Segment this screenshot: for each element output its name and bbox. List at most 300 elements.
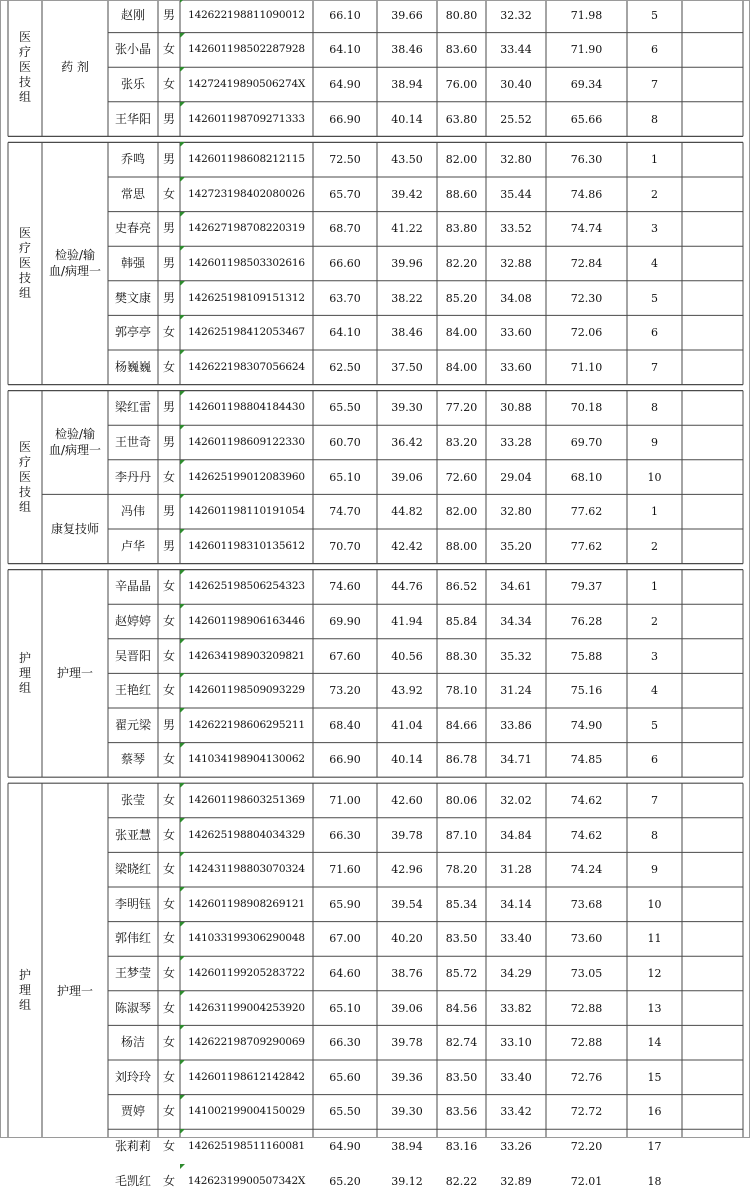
rank: 5 [651, 291, 658, 305]
rank-cell [627, 887, 682, 922]
candidate-gender-cell [158, 604, 180, 639]
remark-cell [682, 177, 743, 212]
interview-weighted: 35.20 [500, 539, 532, 553]
total-score-cell [546, 570, 627, 605]
written-score: 74.60 [329, 580, 361, 594]
candidate-gender: 男 [162, 538, 175, 553]
candidate-name: 李明钰 [114, 896, 151, 911]
written-score: 70.70 [329, 539, 361, 553]
interview-weighted: 33.52 [500, 222, 532, 236]
candidate-name: 张乐 [120, 76, 145, 91]
total-score-cell [546, 1164, 627, 1198]
candidate-gender: 女 [162, 862, 175, 877]
candidate-name-cell [108, 991, 158, 1026]
text-cell-flag-icon [180, 852, 185, 857]
rank-cell [627, 33, 682, 68]
written-weighted-cell [377, 604, 437, 639]
candidate-id-number-cell [180, 102, 313, 137]
written-weighted-cell [377, 887, 437, 922]
written-weighted: 39.54 [391, 897, 423, 911]
candidate-name-cell [108, 212, 158, 247]
interview-weighted-cell [486, 494, 546, 529]
interview-score-cell [437, 1095, 486, 1130]
text-cell-flag-icon [180, 177, 185, 182]
interview-weighted: 34.71 [500, 753, 532, 767]
written-score: 66.10 [329, 8, 361, 22]
post-label: 药 剂 [61, 60, 89, 75]
candidate-name: 辛晶晶 [114, 579, 151, 594]
remark-cell [682, 0, 743, 33]
rank-cell [627, 783, 682, 818]
candidate-name-cell [108, 783, 158, 818]
rank: 15 [647, 1070, 662, 1084]
interview-score: 76.00 [445, 77, 478, 91]
written-weighted-cell [377, 350, 437, 385]
total-score: 77.62 [570, 539, 603, 553]
candidate-id-number-cell [180, 1025, 313, 1060]
rank: 17 [647, 1139, 662, 1153]
interview-score: 63.80 [445, 112, 478, 126]
remark-cell [682, 391, 743, 426]
candidate-id-number-cell [180, 1164, 313, 1198]
candidate-gender-cell [158, 783, 180, 818]
written-score-cell [313, 246, 377, 281]
group-label-cell [8, 391, 42, 564]
candidate-gender: 男 [162, 717, 175, 732]
interview-weighted-cell [486, 922, 546, 957]
text-cell-flag-icon [180, 0, 185, 3]
candidate-name: 吴晋阳 [114, 648, 151, 663]
interview-weighted-cell [486, 102, 546, 137]
written-score-cell [313, 852, 377, 887]
candidate-id-number-cell [180, 852, 313, 887]
rank: 13 [647, 1001, 662, 1015]
interview-weighted-cell [486, 460, 546, 495]
candidate-id-number: 142625198506254323 [188, 580, 305, 593]
written-score-cell [313, 315, 377, 350]
written-weighted-cell [377, 922, 437, 957]
post-label: 护理一 [56, 666, 93, 681]
total-score: 74.86 [570, 187, 603, 201]
candidate-id-number-cell [180, 281, 313, 316]
candidate-name-cell [108, 142, 158, 177]
written-score-cell [313, 743, 377, 778]
group-label-cell [8, 0, 42, 136]
rank-cell [627, 212, 682, 247]
interview-score: 88.00 [445, 539, 478, 553]
interview-score-cell [437, 743, 486, 778]
candidate-gender: 女 [162, 1000, 175, 1015]
interview-weighted-cell [486, 67, 546, 102]
candidate-id-number: 142601198503302616 [188, 256, 305, 269]
candidate-name-cell [108, 246, 158, 281]
written-weighted: 39.06 [391, 470, 423, 484]
total-score: 72.20 [570, 1139, 603, 1153]
written-score-cell [313, 142, 377, 177]
candidate-id-number-cell [180, 956, 313, 991]
written-score-cell [313, 1060, 377, 1095]
candidate-gender-cell [158, 177, 180, 212]
rank: 5 [651, 8, 658, 22]
rank-cell [627, 708, 682, 743]
interview-score: 82.74 [445, 1036, 478, 1050]
interview-score-cell [437, 102, 486, 137]
rank: 2 [651, 187, 658, 201]
text-cell-flag-icon [180, 708, 185, 713]
written-weighted-cell [377, 102, 437, 137]
text-cell-flag-icon [180, 1095, 185, 1100]
interview-weighted: 25.52 [500, 112, 532, 126]
group-label: 医疗医技组 [18, 439, 31, 514]
candidate-gender-cell [158, 425, 180, 460]
candidate-name: 王梦莹 [114, 965, 151, 980]
rank: 4 [651, 684, 658, 698]
candidate-id-number: 142601198603251369 [188, 793, 305, 806]
written-score: 66.90 [329, 753, 361, 767]
interview-weighted-cell [486, 177, 546, 212]
candidate-name-cell [108, 67, 158, 102]
interview-weighted: 33.28 [500, 435, 532, 449]
candidate-id-number-cell [180, 350, 313, 385]
candidate-name: 史春亮 [114, 221, 151, 236]
written-weighted-cell [377, 1129, 437, 1164]
candidate-id-number-cell [180, 673, 313, 708]
interview-weighted: 33.86 [500, 718, 532, 732]
written-weighted: 38.22 [391, 291, 423, 305]
written-weighted: 37.50 [391, 360, 423, 374]
candidate-id-number-cell [180, 246, 313, 281]
candidate-gender: 女 [162, 186, 175, 201]
total-score: 72.88 [570, 1001, 603, 1015]
written-score: 65.50 [329, 1105, 361, 1119]
remark-cell [682, 1095, 743, 1130]
interview-weighted-cell [486, 212, 546, 247]
candidate-id-number-cell [180, 743, 313, 778]
rank: 1 [651, 580, 658, 594]
interview-score: 83.20 [445, 435, 478, 449]
candidate-id-number: 142601198709271333 [188, 112, 305, 125]
rank: 10 [647, 897, 662, 911]
rank-cell [627, 102, 682, 137]
interview-weighted: 35.44 [500, 187, 532, 201]
candidate-gender-cell [158, 956, 180, 991]
written-score: 62.50 [329, 360, 361, 374]
candidate-id-number-cell [180, 818, 313, 853]
total-score: 71.98 [570, 8, 603, 22]
candidate-id-number: 142625198412053467 [188, 326, 305, 339]
total-score: 69.70 [570, 435, 603, 449]
interview-weighted: 34.34 [500, 614, 532, 628]
written-score: 65.10 [329, 1001, 361, 1015]
interview-score: 83.60 [445, 43, 478, 57]
candidate-gender: 女 [162, 1138, 175, 1153]
interview-weighted: 31.24 [500, 684, 532, 698]
interview-score-cell [437, 783, 486, 818]
remark-cell [682, 956, 743, 991]
candidate-id-number: 142601198310135612 [188, 539, 305, 552]
rank: 7 [651, 77, 658, 91]
total-score: 74.85 [570, 753, 603, 767]
interview-score-cell [437, 460, 486, 495]
interview-score: 85.84 [445, 614, 478, 628]
total-score: 74.62 [570, 793, 603, 807]
total-score: 69.34 [570, 77, 603, 91]
written-weighted-cell [377, 743, 437, 778]
candidate-name: 毛凯红 [114, 1173, 151, 1188]
total-score-cell [546, 33, 627, 68]
candidate-gender: 男 [162, 152, 175, 167]
candidate-id-number-cell [180, 570, 313, 605]
post-label: 护理一 [56, 983, 93, 998]
total-score-cell [546, 956, 627, 991]
candidate-gender-cell [158, 460, 180, 495]
rank: 6 [651, 753, 658, 767]
candidate-gender-cell [158, 529, 180, 564]
rank-cell [627, 142, 682, 177]
candidate-name: 杨洁 [120, 1035, 145, 1050]
candidate-id-number: 142601198509093229 [188, 684, 305, 697]
interview-weighted: 33.44 [500, 43, 532, 57]
candidate-id-number: 142601198502287928 [188, 43, 305, 56]
rank-cell [627, 67, 682, 102]
rank-cell [627, 673, 682, 708]
rank: 2 [651, 614, 658, 628]
candidate-name-cell [108, 1025, 158, 1060]
candidate-gender-cell [158, 102, 180, 137]
candidate-name-cell [108, 529, 158, 564]
written-weighted-cell [377, 142, 437, 177]
text-cell-flag-icon [180, 570, 185, 575]
written-score: 66.30 [329, 828, 361, 842]
total-score: 73.05 [570, 966, 603, 980]
post-label-cell [42, 0, 108, 136]
written-weighted-cell [377, 570, 437, 605]
candidate-id-number: 142634198903209821 [188, 649, 305, 662]
remark-cell [682, 818, 743, 853]
candidate-id-number-cell [180, 1129, 313, 1164]
written-weighted: 39.66 [391, 8, 423, 22]
text-cell-flag-icon [180, 991, 185, 996]
candidate-name: 张莹 [120, 792, 145, 807]
interview-score-cell [437, 0, 486, 33]
candidate-name: 陈淑琴 [114, 1000, 151, 1015]
text-cell-flag-icon [180, 1025, 185, 1030]
candidate-gender-cell [158, 1025, 180, 1060]
interview-weighted-cell [486, 1025, 546, 1060]
rank: 8 [651, 112, 658, 126]
candidate-gender: 男 [162, 255, 175, 270]
total-score-cell [546, 460, 627, 495]
candidate-gender: 女 [162, 469, 175, 484]
total-score-cell [546, 1060, 627, 1095]
total-score-cell [546, 922, 627, 957]
written-score-cell [313, 425, 377, 460]
candidate-name-cell [108, 1060, 158, 1095]
interview-weighted-cell [486, 991, 546, 1026]
written-weighted-cell [377, 391, 437, 426]
written-score: 64.60 [329, 966, 361, 980]
interview-score: 86.78 [445, 753, 478, 767]
post-label: 检验/输血/病理一 [48, 248, 102, 279]
interview-score: 77.20 [445, 401, 478, 415]
interview-weighted-cell [486, 529, 546, 564]
rank-cell [627, 281, 682, 316]
written-score-cell [313, 212, 377, 247]
candidate-id-number-cell [180, 494, 313, 529]
remark-cell [682, 315, 743, 350]
interview-weighted: 29.04 [500, 470, 532, 484]
remark-cell [682, 1060, 743, 1095]
candidate-name: 赵婷婷 [114, 613, 151, 628]
total-score-cell [546, 991, 627, 1026]
candidate-gender-cell [158, 142, 180, 177]
written-score: 65.10 [329, 470, 361, 484]
written-score: 64.90 [329, 77, 361, 91]
post-label-cell [42, 391, 108, 495]
interview-weighted-cell [486, 425, 546, 460]
interview-weighted: 30.40 [500, 77, 532, 91]
interview-score: 85.34 [445, 897, 478, 911]
group-label-cell [8, 783, 42, 1198]
total-score-cell [546, 391, 627, 426]
total-score: 75.88 [570, 649, 603, 663]
written-score: 69.90 [329, 614, 361, 628]
candidate-gender: 女 [162, 42, 175, 57]
written-weighted: 41.94 [391, 614, 423, 628]
group-label-cell [8, 570, 42, 778]
total-score: 71.10 [570, 360, 603, 374]
total-score-cell [546, 818, 627, 853]
rank: 9 [651, 863, 658, 877]
total-score-cell [546, 246, 627, 281]
interview-weighted: 34.61 [500, 580, 532, 594]
interview-score-cell [437, 991, 486, 1026]
written-weighted: 40.14 [391, 753, 423, 767]
written-score-cell [313, 639, 377, 674]
candidate-name: 韩强 [120, 255, 145, 270]
total-score-cell [546, 1129, 627, 1164]
interview-score: 86.52 [445, 580, 478, 594]
written-weighted-cell [377, 708, 437, 743]
written-score: 67.60 [329, 649, 361, 663]
interview-score-cell [437, 1025, 486, 1060]
candidate-id-number-cell [180, 783, 313, 818]
interview-weighted-cell [486, 673, 546, 708]
written-score: 73.20 [329, 684, 361, 698]
candidate-gender: 男 [162, 221, 175, 236]
total-score: 72.01 [570, 1174, 603, 1188]
candidate-gender: 女 [162, 1035, 175, 1050]
candidate-id-number-cell [180, 391, 313, 426]
total-score-cell [546, 0, 627, 33]
rank-cell [627, 460, 682, 495]
interview-score: 88.60 [445, 187, 478, 201]
written-weighted: 43.50 [391, 153, 423, 167]
written-score: 74.70 [329, 505, 361, 519]
candidate-name: 冯伟 [120, 504, 145, 519]
written-weighted: 44.82 [391, 505, 423, 519]
interview-weighted: 34.14 [500, 897, 532, 911]
interview-weighted-cell [486, 315, 546, 350]
candidate-gender: 女 [162, 1104, 175, 1119]
interview-weighted: 31.28 [500, 863, 532, 877]
interview-score-cell [437, 281, 486, 316]
candidate-id-number: 142625199012083960 [188, 470, 305, 483]
interview-weighted-cell [486, 639, 546, 674]
total-score-cell [546, 350, 627, 385]
written-weighted-cell [377, 67, 437, 102]
interview-weighted-cell [486, 1164, 546, 1198]
rank: 18 [647, 1174, 662, 1188]
total-score: 75.16 [570, 684, 603, 698]
total-score: 73.68 [570, 897, 603, 911]
written-weighted-cell [377, 33, 437, 68]
written-score: 68.40 [329, 718, 361, 732]
text-cell-flag-icon [180, 673, 185, 678]
rank-cell [627, 818, 682, 853]
text-cell-flag-icon [180, 281, 185, 286]
candidate-gender: 男 [162, 504, 175, 519]
text-cell-flag-icon [180, 102, 185, 107]
remark-cell [682, 783, 743, 818]
candidate-name-cell [108, 425, 158, 460]
written-score-cell [313, 0, 377, 33]
written-score-cell [313, 818, 377, 853]
candidate-gender: 女 [162, 76, 175, 91]
interview-score: 72.60 [445, 470, 478, 484]
text-cell-flag-icon [180, 494, 185, 499]
text-cell-flag-icon [180, 956, 185, 961]
total-score: 74.62 [570, 828, 603, 842]
candidate-gender: 女 [162, 579, 175, 594]
post-label: 检验/输血/病理一 [48, 427, 102, 458]
interview-weighted: 32.80 [500, 153, 532, 167]
rank: 7 [651, 793, 658, 807]
interview-weighted: 32.32 [500, 8, 532, 22]
written-weighted-cell [377, 991, 437, 1026]
remark-cell [682, 673, 743, 708]
rank-cell [627, 425, 682, 460]
rank: 8 [651, 828, 658, 842]
written-score: 64.90 [329, 1139, 361, 1153]
post-label: 康复技师 [50, 521, 99, 536]
interview-score: 83.50 [445, 1070, 478, 1084]
rank-cell [627, 1164, 682, 1198]
written-score-cell [313, 177, 377, 212]
written-weighted-cell [377, 956, 437, 991]
remark-cell [682, 529, 743, 564]
rank: 3 [651, 649, 658, 663]
group-label: 护理组 [18, 650, 31, 695]
written-score-cell [313, 350, 377, 385]
text-cell-flag-icon [180, 922, 185, 927]
remark-cell [682, 281, 743, 316]
written-weighted: 39.30 [391, 401, 423, 415]
rank-cell [627, 1095, 682, 1130]
interview-weighted: 33.26 [500, 1139, 532, 1153]
total-score-cell [546, 67, 627, 102]
written-score: 72.50 [329, 153, 361, 167]
rank: 10 [647, 470, 662, 484]
written-score: 65.50 [329, 401, 361, 415]
group-label: 医疗医技组 [18, 225, 31, 300]
interview-weighted-cell [486, 708, 546, 743]
interview-weighted: 34.29 [500, 966, 532, 980]
rank-cell [627, 1025, 682, 1060]
rank-cell [627, 570, 682, 605]
group-label: 医疗医技组 [18, 29, 31, 104]
candidate-id-number-cell [180, 708, 313, 743]
